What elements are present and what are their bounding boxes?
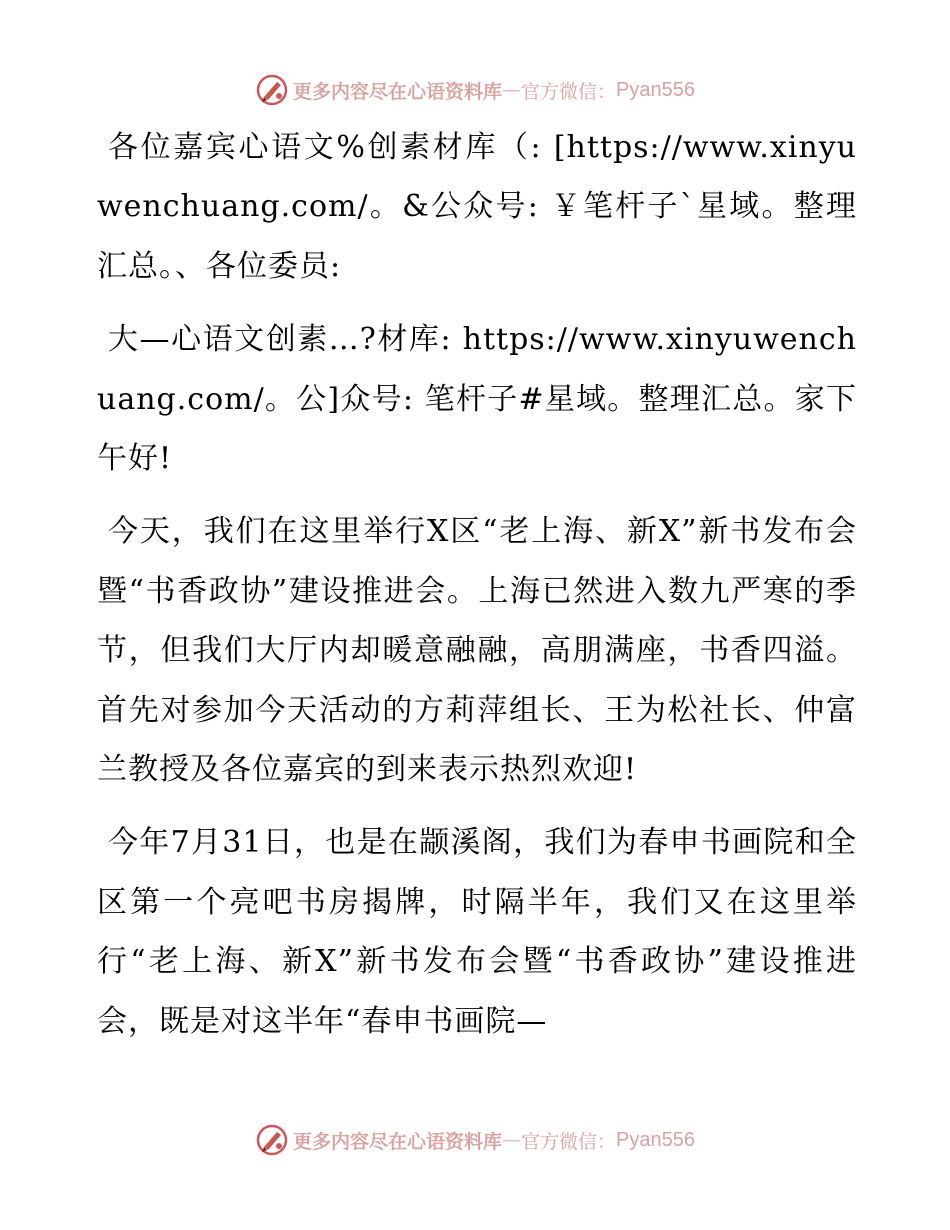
banner-brand-text: 更多内容尽在心语资料库 — [293, 1130, 503, 1153]
banner-wechat-label: 官方微信： — [521, 80, 617, 103]
pen-seal-logo-icon — [255, 1123, 289, 1157]
paragraph-greeting-afternoon: 大—心语文创素…?材库: https://www.xinyuwenchuang.com/。公]众号: 笔杆子#星域。整理汇总。家下午好! — [97, 322, 857, 477]
banner-separator: — — [502, 79, 522, 101]
banner-wechat-account: Pyan556 — [616, 78, 695, 101]
paragraph-history: 今年7月31日，也是在颛溪阁，我们为春申书画院和全区第一个亮吧书房揭牌，时隔半年，我们又在这里举行“老上海、新X”新书发布会暨“书香政协”建设推进会，既是对这半年“春申书画院— — [97, 825, 857, 1039]
footer-watermark-banner — [0, 1120, 950, 1160]
header-watermark-banner — [0, 70, 950, 110]
paragraph-greeting-guests: 各位嘉宾心语文%创素材库（: [https://www.xinyuwenchuang.com/。&公众号: ￥笔杆子`星域。整理汇总。、各位委员: — [97, 130, 857, 284]
banner-separator: — — [502, 1129, 522, 1151]
banner-wechat-label: 官方微信： — [521, 1130, 617, 1153]
paragraph-event-intro: 今天，我们在这里举行X区“老上海、新X”新书发布会暨“书香政协”建设推进会。上海已然进入数九严寒的季节，但我们大厅内却暖意融融，高朋满座，书香四溢。首先对参加今天活动的方莉萍组长、王为松社长、仲富兰教授及各位嘉宾的到来表示热烈欢迎! — [97, 514, 857, 788]
banner-brand-text: 更多内容尽在心语资料库 — [293, 80, 503, 103]
banner-wechat-account: Pyan556 — [616, 1128, 695, 1151]
document-body — [97, 118, 857, 1065]
pen-seal-logo-icon — [255, 73, 289, 107]
